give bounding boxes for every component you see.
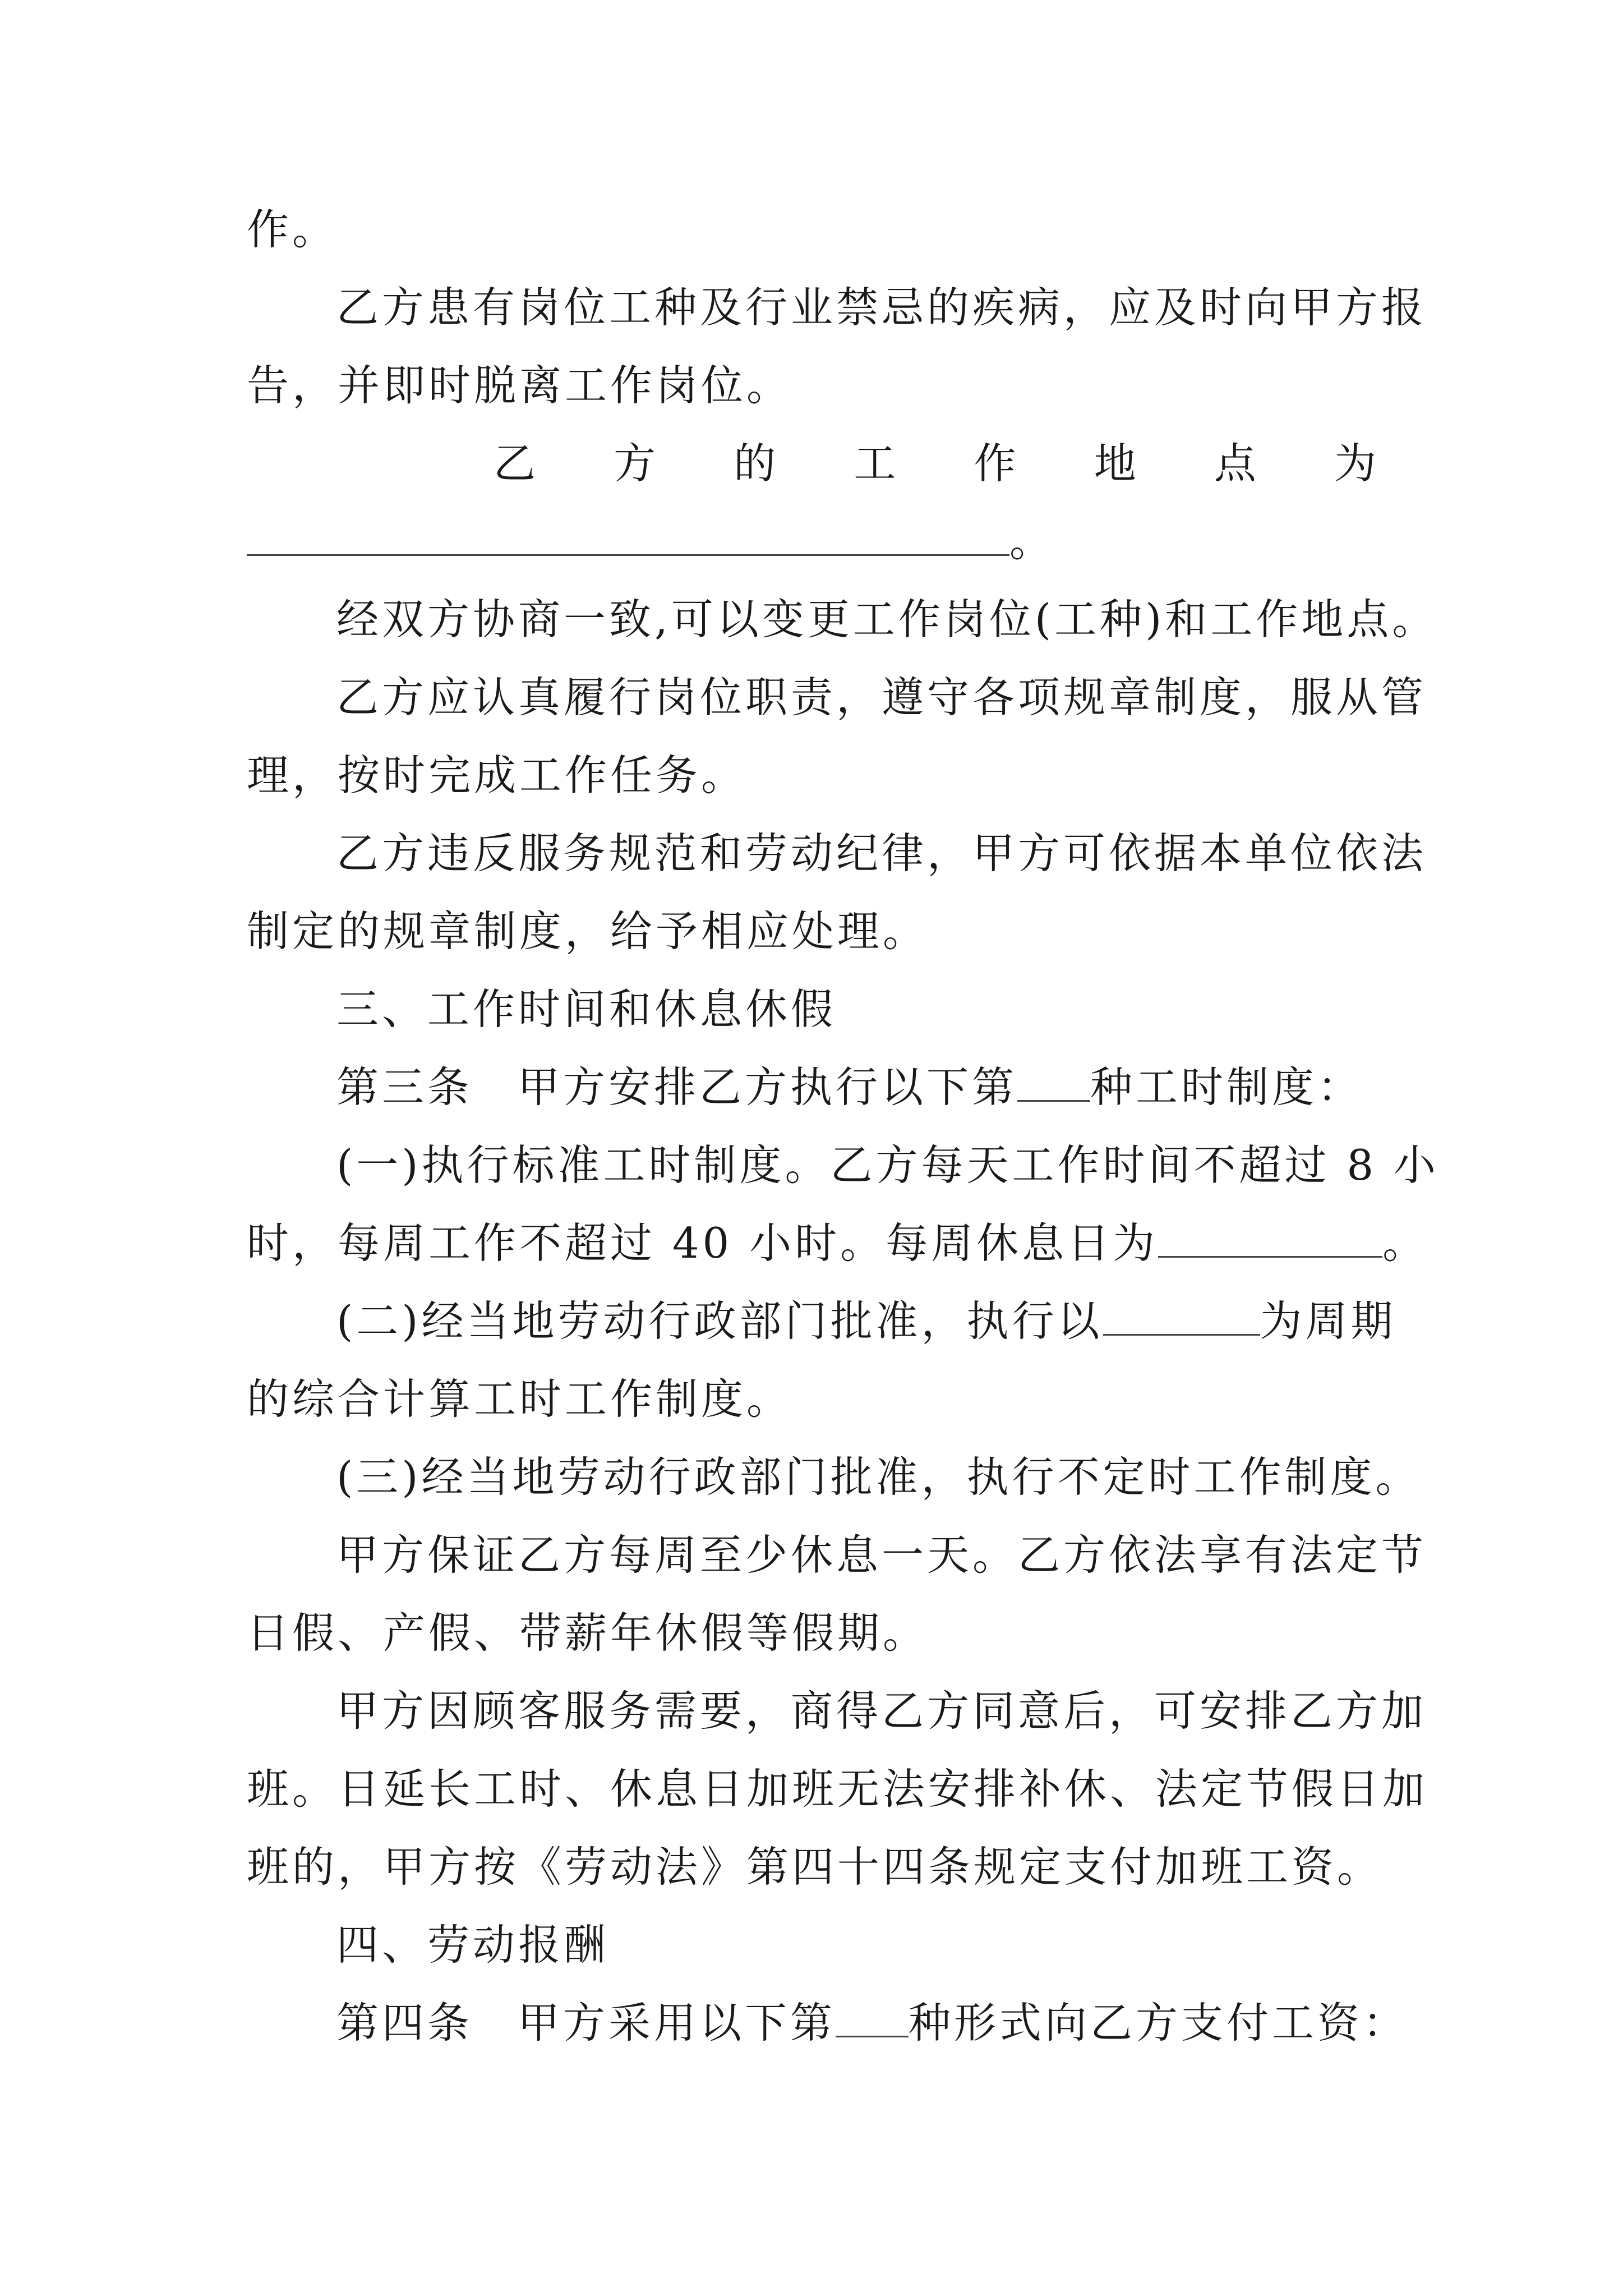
article-3-line: [247, 1048, 1391, 1126]
punctuation: 。: [1382, 1218, 1428, 1268]
article-4-line: [247, 1984, 1409, 2062]
spaced-char: 的: [734, 439, 780, 488]
paragraph-line: 班的，甲方按《劳动法》第四十四条规定支付加班工资。: [247, 1842, 1383, 1892]
document-page: [247, 191, 1439, 2062]
spaced-char: 点: [1214, 439, 1260, 488]
paragraph-line: 作。: [247, 205, 338, 254]
rest-day-blank[interactable]: [1158, 1221, 1382, 1258]
spaced-char: 作: [974, 439, 1020, 488]
cycle-line: [247, 1282, 1396, 1360]
work-location-blank[interactable]: [247, 519, 1009, 556]
section-heading: 三、工作时间和休息休假: [336, 984, 837, 1034]
paragraph-line: 制定的规章制度，给予相应处理。: [247, 907, 929, 956]
paragraph-line: 甲方保证乙方每周至少休息一天。乙方依法享有法定节: [336, 1530, 1427, 1580]
paragraph-text: (二)经当地劳动行政部门批准，执行以: [336, 1296, 1103, 1346]
section-heading: 四、劳动报酬: [336, 1920, 610, 1970]
spaced-char: 方: [614, 439, 660, 488]
paragraph-text: 为周期: [1260, 1296, 1396, 1346]
paragraph-text: 时，每周工作不超过 40 小时。每周休息日为: [247, 1218, 1159, 1268]
work-location-blank-line: [247, 503, 1391, 581]
spaced-char: 地: [1094, 439, 1140, 488]
spaced-char: 工: [854, 439, 900, 488]
article-text: 甲方采用以下第: [518, 1998, 836, 2047]
paragraph-line: 经双方协商一致,可以变更工作岗位(工种)和工作地点。: [336, 595, 1438, 644]
paragraph-line: 甲方因顾客服务需要，商得乙方同意后，可安排乙方加: [336, 1686, 1427, 1736]
paragraph-line: 乙方患有岗位工种及行业禁忌的疾病，应及时向甲方报: [336, 283, 1427, 332]
paragraph-line: 班。日延长工时、休息日加班无法安排补休、法定节假日加: [247, 1764, 1428, 1814]
paragraph-line: 的综合计算工时工作制度。: [247, 1374, 792, 1424]
spaced-char: 乙: [494, 439, 540, 488]
cycle-period-blank[interactable]: [1103, 1299, 1260, 1336]
wage-form-blank[interactable]: [836, 2001, 909, 2037]
paragraph-line: 日假、产假、带薪年休假等假期。: [247, 1608, 929, 1658]
paragraph-line: 告，并即时脱离工作岗位。: [247, 361, 792, 410]
article-number: 第三条: [336, 1062, 473, 1112]
paragraph-line: 乙方应认真履行岗位职责，遵守各项规章制度，服从管: [336, 673, 1427, 722]
article-number: 第四条: [336, 1998, 473, 2047]
work-hour-system-blank[interactable]: [1017, 1065, 1090, 1102]
paragraph-line: (一)执行标准工时制度。乙方每天工作时间不超过 8 小: [336, 1140, 1439, 1190]
spaced-char: 为: [1334, 439, 1380, 488]
punctuation: 。: [1009, 517, 1055, 566]
paragraph-line: 乙方违反服务规范和劳动纪律，甲方可依据本单位依法: [336, 829, 1427, 878]
paragraph-line: (三)经当地劳动行政部门批准，执行不定时工作制度。: [336, 1452, 1421, 1502]
article-text: 甲方安排乙方执行以下第: [518, 1062, 1018, 1112]
paragraph-line: 理，按时完成工作任务。: [247, 751, 747, 800]
article-text: 种形式向乙方支付工资：: [909, 1998, 1409, 2047]
rest-day-line: [247, 1204, 1428, 1282]
work-location-line: [247, 425, 1391, 503]
article-text: 种工时制度：: [1090, 1062, 1363, 1112]
